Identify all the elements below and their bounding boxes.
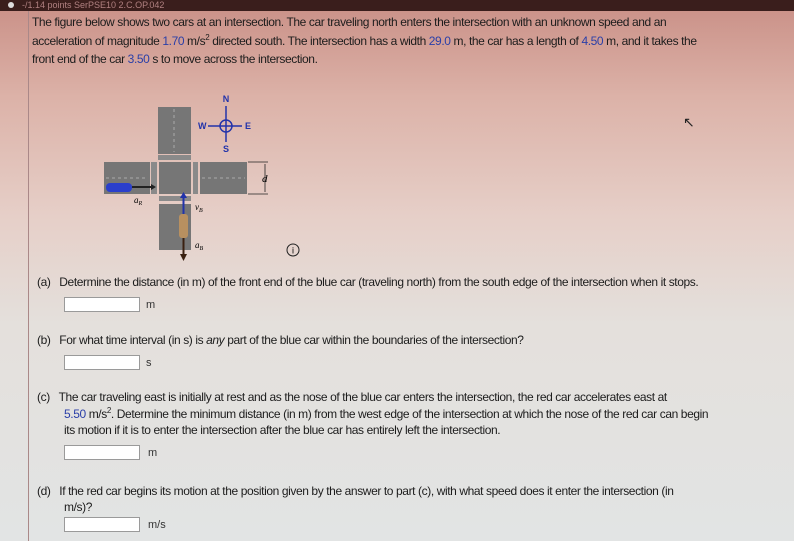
part-c-answer-input[interactable] [64,445,140,460]
part-c-unit: m [148,447,158,459]
text: The car traveling east is initially at rest and as the nose of the blue car enters the intersection, the red car accelerates east at [58,390,667,404]
problem-line-2: acceleration of magnitude 1.70 $m/s^2$ directed south. The intersection has a width 29.0 m, the car has a length of 4.50 m, and it takes the [32,33,697,48]
text: directed south. The intersection has a width [209,34,429,48]
part-label: (c) [37,390,50,404]
divider [28,11,29,541]
length-value: 4.50 [581,34,604,48]
text: front end of the car [32,52,128,66]
text: m, the car has a length of [450,34,582,48]
text: acceleration of magnitude [32,34,163,48]
text: m/s [85,407,107,421]
east-label: E [245,121,252,131]
text: any [206,333,225,347]
text: s to move across the intersection. [149,52,318,66]
part-d-unit: m/s [148,519,166,531]
text: m/s [184,34,206,48]
part-c-question-line-2: 5.50 $m/s^2$. Determine the minimum distance (in m) from the west edge of the intersection at which the nose of the red car can begin [64,406,709,421]
north-label: N [222,94,230,104]
part-label: (d) [37,484,51,498]
part-a-unit: m [146,299,156,311]
text: The figure below shows two cars at an intersection. The car traveling north enters the intersection with an unknown speed and an [32,15,667,29]
text: . Determine the minimum distance (in m) from the west edge of the intersection at which the nose of the red car can begin [110,407,709,421]
aB-label: $a_B$ [195,240,204,252]
width-value: 29.0 [428,34,451,48]
info-icon[interactable] [287,244,299,256]
d-label: d [262,173,268,185]
problem-line-3 [32,50,318,68]
top-bar [0,0,794,11]
part-b-answer-input[interactable] [64,355,140,370]
text: If the red car begins its motion at the position given by the answer to part (c), with what speed does it enter the intersection (in [59,484,674,498]
part-d-answer-input[interactable] [64,517,140,532]
blue-car-icon [179,192,188,261]
part-a-question [37,273,698,291]
points-label: -/1.14 points SerPSE10 2.C.OP.042 [22,0,165,10]
mouse-cursor-icon: ↖ [683,114,695,130]
aR-label: $a_R$ [134,195,143,207]
vB-label: $v_B$ [195,202,203,214]
text: part of the blue car within the boundaries of the intersection? [224,333,524,347]
part-d-question-line-2: m/s)? [64,500,93,514]
compass-icon [208,106,242,142]
text: Determine the distance (in m) of the front end of the blue car (traveling north) from the south edge of the intersection when it stops. [59,275,699,289]
part-c-question-line-1 [37,388,667,406]
intersection-figure [96,84,316,264]
west-label: W [198,121,207,131]
accel-value: 1.70 [162,34,185,48]
part-label: (b) [37,333,51,347]
part-label: (a) [37,275,51,289]
part-a-answer-input[interactable] [64,297,140,312]
part-d-question-line-1 [37,482,674,500]
south-label: S [222,144,230,154]
time-value: 3.50 [127,52,150,66]
text: m, and it takes the [603,34,697,48]
problem-line-1 [32,13,666,31]
part-b-unit: s [146,357,152,369]
part-b-question [37,331,524,349]
svg-text:i: i [292,245,294,256]
part-c-question-line-3: its motion if it is to enter the intersection after the blue car has entirely left the intersection. [64,423,501,437]
text: For what time interval (in s) is [59,333,207,347]
accel-value: 5.50 [64,407,86,421]
status-dot-icon [8,2,14,8]
